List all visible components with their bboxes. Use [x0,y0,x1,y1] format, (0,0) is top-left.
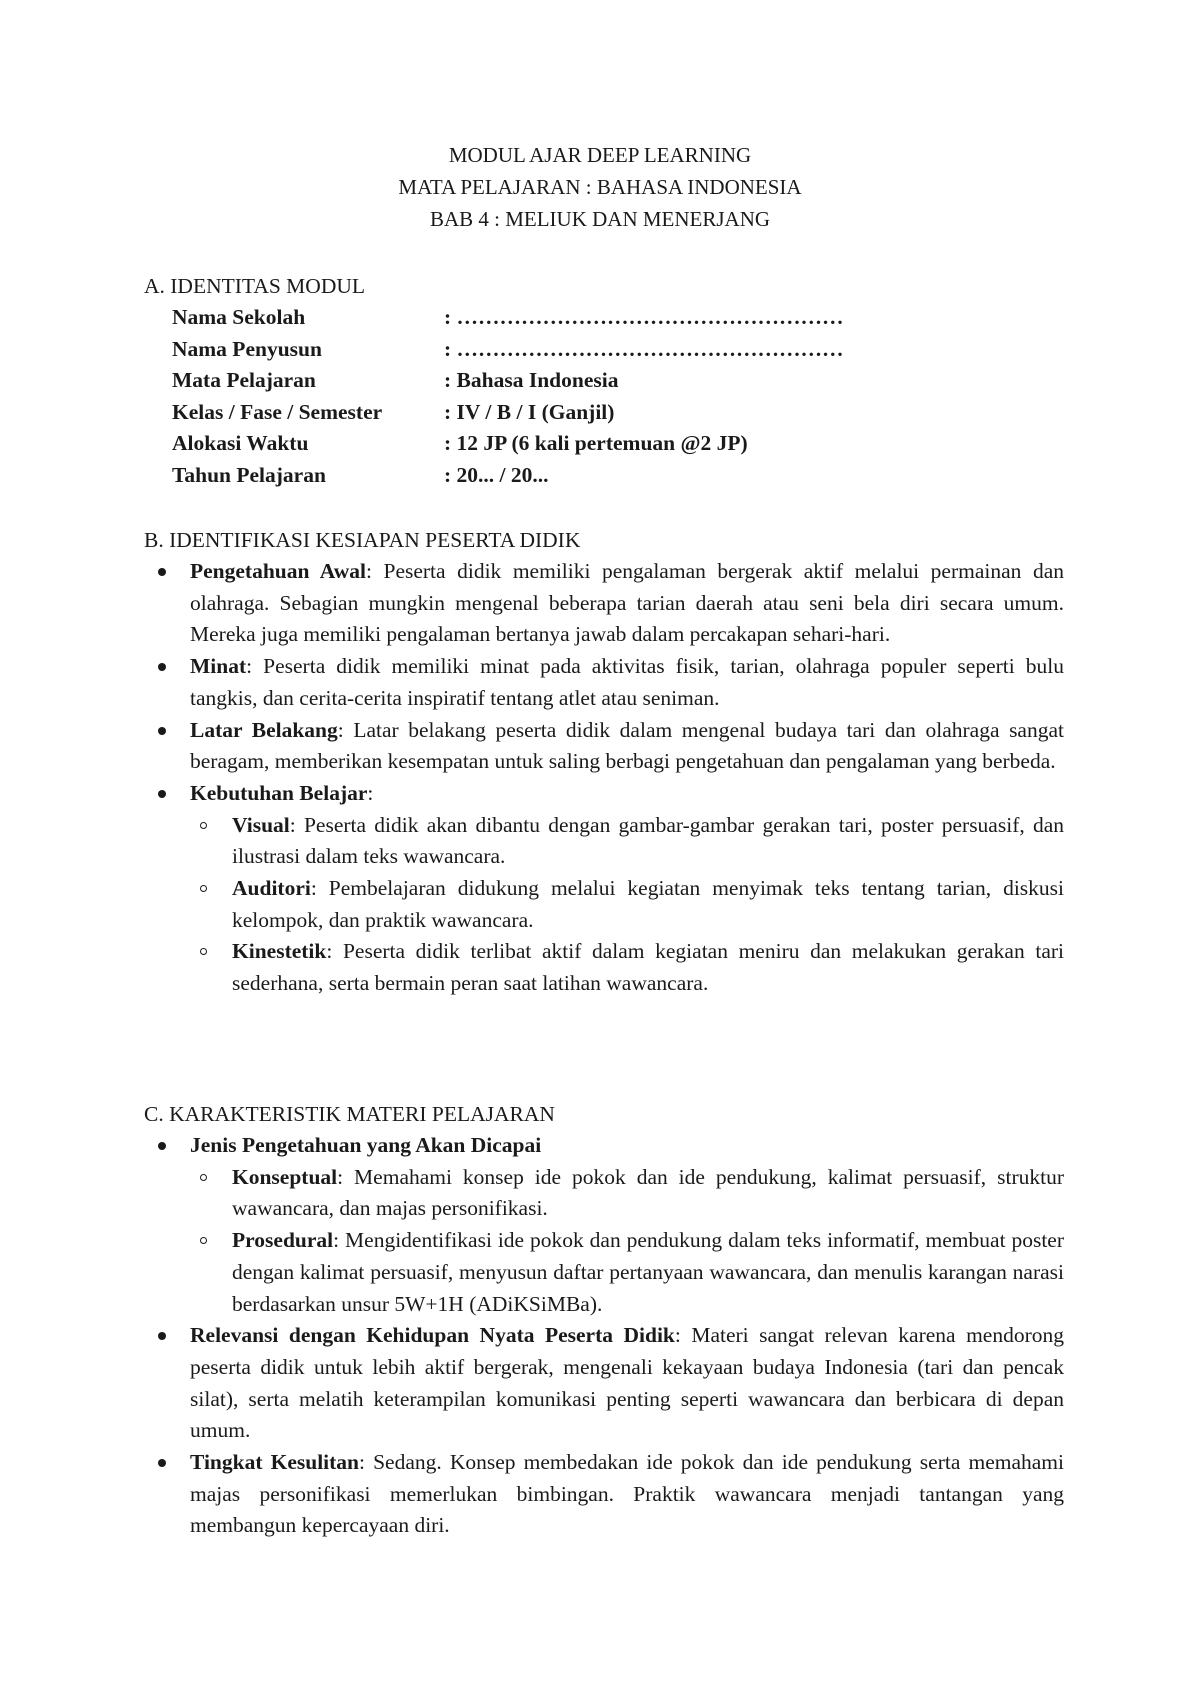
circle-bullet-icon [200,885,207,892]
section-b-heading: B. IDENTIFIKASI KESIAPAN PESERTA DIDIK [144,528,581,552]
bullet-icon [158,1142,166,1150]
sub-list-item [232,936,1064,999]
subitem-term: Auditori [232,876,311,901]
item-text: : Peserta didik memiliki pengalaman bergerak aktif melalui permainan dan olahraga. Sebagian mungkin mengenal beberapa tarian daerah atau seni bela diri secara umum. Mereka juga memiliki pengalaman bertanya jawab dalam percakapan sehari-hari. [190,559,1064,647]
title-line-3: BAB 4 : MELIUK DAN MENERJANG [429,207,771,231]
identity-row [172,428,872,460]
list-item [190,1130,1064,1162]
subitem-text: : Mengidentifikasi ide pokok dan pendukung dalam teks informatif, membuat poster dengan kalimat persuasif, menyusun daftar pertanyaan wawancara, dan menulis karangan narasi berdasarkan unsur 5W+1H (ADiKSiMBa). [232,1228,1064,1316]
sub-list-item [232,873,1064,936]
list-item [190,556,1064,651]
subitem-term: Kinestetik [232,939,327,964]
title-line-1: MODUL AJAR DEEP LEARNING [448,143,752,167]
bullet-icon [158,663,166,671]
list-item [190,1320,1064,1447]
list-item [190,715,1064,778]
subitem-text: : Peserta didik akan dibantu dengan gambar-gambar gerakan tari, poster persuasif, dan ilustrasi dalam teks wawancara. [232,812,1064,869]
bullet-icon [158,568,166,576]
sub-list-item [232,1162,1064,1225]
identity-label: Mata Pelajaran [172,368,316,393]
bullet-icon [158,790,166,798]
document-title-block [0,139,1200,235]
identity-table [172,302,872,492]
item-text: : Latar belakang peserta didik dalam mengenal budaya tari dan olahraga sangat beragam, memberikan kesempatan untuk saling berbagi pengetahuan dan pengalaman yang berbeda. [190,717,1064,774]
identity-value: : Bahasa Indonesia [444,368,619,393]
subitem-term: Visual [232,812,290,837]
subitem-text: : Peserta didik terlibat aktif dalam kegiatan meniru dan melakukan gerakan tari sederhana, serta bermain peran saat latihan wawancara. [232,939,1064,996]
identity-label: Tahun Pelajaran [172,462,326,487]
identity-label: Nama Sekolah [172,305,306,329]
identity-row [172,365,872,397]
identity-row [172,397,872,429]
subitem-term: Konseptual [232,1164,338,1189]
circle-bullet-icon [200,1237,207,1244]
identity-value: : IV / B / I (Ganjil) [444,399,615,424]
subitem-term: Prosedural [232,1228,334,1253]
title-line-2: MATA PELAJARAN : BAHASA INDONESIA [398,175,802,199]
identity-value: : 20... / 20... [444,462,549,487]
section-c-list [190,1130,1064,1542]
bullet-icon [158,1459,166,1467]
identity-row [172,460,872,492]
item-term: Relevansi dengan Kehidupan Nyata Peserta Didik [190,1323,675,1348]
identity-row [172,334,872,366]
circle-bullet-icon [200,948,207,955]
item-text: : Peserta didik memiliki minat pada aktivitas fisik, tarian, olahraga populer seperti bulu tangkis, dan cerita-cerita inspiratif tentang atlet atau seniman. [190,654,1064,710]
section-b-list [190,556,1064,1000]
list-item [190,651,1064,714]
item-text: : Materi sangat relevan karena mendorong peserta didik untuk lebih aktif bergerak, mengenali kekayaan budaya Indonesia (tari dan pencak silat), serta melatih keterampilan komunikasi penting seperti wawancara dan berbicara di depan umum. [190,1323,1064,1443]
identity-label: Kelas / Fase / Semester [172,399,383,424]
item-term: Minat [190,654,247,679]
item-term: Kebutuhan Belajar [190,780,368,805]
sub-list-item [232,1225,1064,1320]
item-term: Tingkat Kesulitan [190,1450,360,1475]
list-item [190,1447,1064,1542]
bullet-icon [158,727,166,735]
item-text: : Sedang. Konsep membedakan ide pokok dan ide pendukung serta memahami majas personifikasi memerlukan bimbingan. Praktik wawancara menjadi tantangan yang membangun kepercayaan diri. [190,1450,1065,1538]
subitem-text: : Pembelajaran didukung melalui kegiatan menyimak teks tentang tarian, diskusi kelompok, dan praktik wawancara. [232,876,1064,932]
section-a-heading: A. IDENTITAS MODUL [144,274,366,298]
circle-bullet-icon [200,822,207,829]
item-term: Latar Belakang [190,717,338,742]
item-text: : [367,780,374,805]
circle-bullet-icon [200,1174,207,1181]
identity-label: Nama Penyusun [172,336,322,361]
identity-label: Alokasi Waktu [172,431,309,456]
identity-value: : ……………………………………………… [444,305,844,329]
identity-row [172,302,872,334]
item-term: Jenis Pengetahuan yang Akan Dicapai [190,1133,542,1157]
section-c-heading: C. KARAKTERISTIK MATERI PELAJARAN [144,1102,555,1126]
identity-value: : 12 JP (6 kali pertemuan @2 JP) [444,431,748,456]
subitem-text: : Memahami konsep ide pokok dan ide pendukung, kalimat persuasif, struktur wawancara, dan majas personifikasi. [232,1164,1064,1221]
identity-value: : ……………………………………………… [444,336,844,361]
bullet-icon [158,1332,166,1340]
list-item [190,778,1064,810]
sub-list-item [232,810,1064,873]
item-term: Pengetahuan Awal [190,559,366,583]
